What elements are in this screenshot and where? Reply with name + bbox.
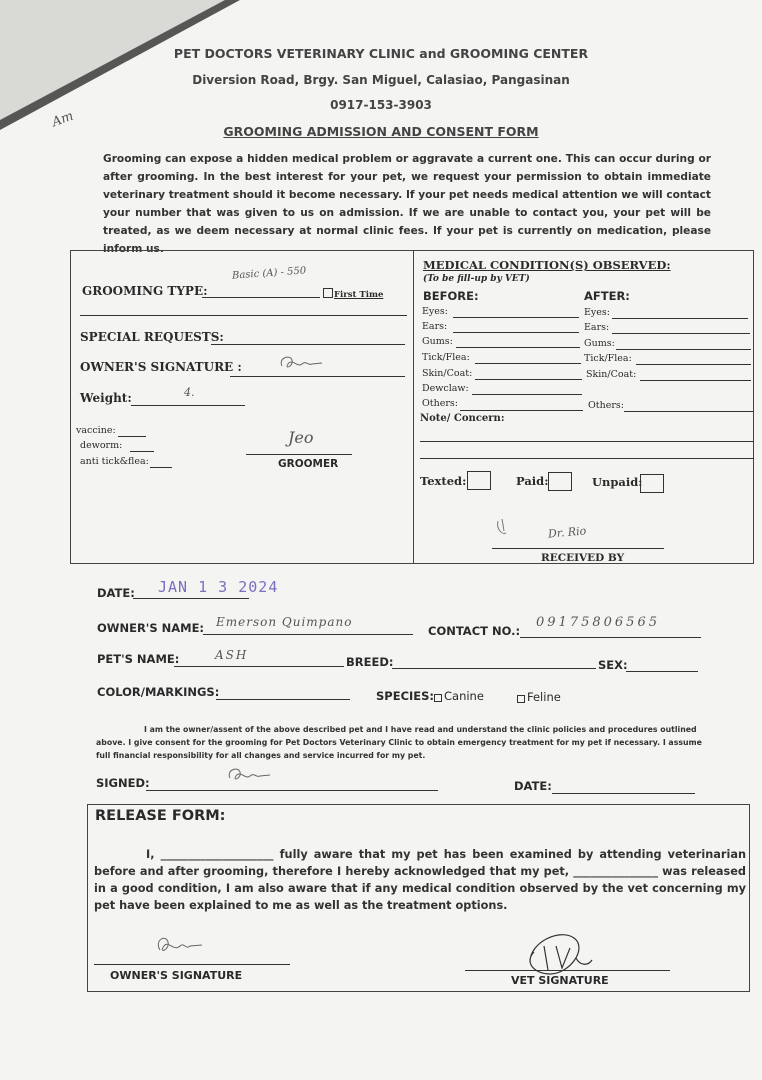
received-by-label: RECEIVED BY bbox=[541, 552, 625, 564]
unpaid-checkbox[interactable] bbox=[640, 474, 664, 493]
paid-checkbox[interactable] bbox=[548, 472, 572, 491]
pet-name-line[interactable] bbox=[174, 666, 344, 667]
after-skincoat-line[interactable] bbox=[640, 380, 751, 381]
received-by-mark bbox=[492, 515, 522, 545]
owner-name-label: OWNER'S NAME: bbox=[97, 621, 205, 635]
species-label: SPECIES: bbox=[376, 689, 435, 703]
date-line[interactable] bbox=[133, 598, 249, 599]
anti-tick-line[interactable] bbox=[150, 467, 172, 468]
after-eyes-label: Eyes: bbox=[584, 307, 610, 318]
special-requests-line[interactable] bbox=[211, 344, 405, 345]
release-paragraph: I, ____________________ fully aware that my pet has been examined by attending veterinarian before and after grooming, therefore I hereby acknowledged that my pet, _______________ was released in a good condition, I am also aware that if any medical condition observed by the vet concerning my pet have been explained to me as well as the treatment options. bbox=[94, 848, 746, 912]
feline-label: Feline bbox=[527, 690, 561, 704]
after-others-label: Others: bbox=[588, 400, 624, 411]
groomer-line[interactable] bbox=[246, 454, 352, 455]
unpaid-label: Unpaid: bbox=[592, 475, 643, 489]
pet-name-label: PET'S NAME: bbox=[97, 652, 180, 666]
owner-signature-line[interactable] bbox=[230, 376, 405, 377]
texted-checkbox[interactable] bbox=[467, 471, 491, 490]
contact-label: CONTACT NO.: bbox=[428, 624, 521, 638]
before-eyes-label: Eyes: bbox=[422, 306, 448, 317]
release-owner-signature-label: OWNER'S SIGNATURE bbox=[110, 969, 243, 982]
after-eyes-line[interactable] bbox=[612, 318, 748, 319]
release-owner-signature-line[interactable] bbox=[94, 964, 290, 965]
after-gums-label: Gums: bbox=[584, 338, 615, 349]
before-gums-label: Gums: bbox=[422, 336, 453, 347]
owner-signature-mark-2 bbox=[224, 764, 274, 786]
release-title: RELEASE FORM: bbox=[95, 808, 226, 824]
clinic-address: Diversion Road, Brgy. San Miguel, Calasiao, Pangasinan bbox=[192, 73, 570, 87]
note-line-2[interactable] bbox=[420, 458, 754, 459]
after-ears-line[interactable] bbox=[612, 333, 750, 334]
grooming-type-value[interactable]: Basic (A) - 550 bbox=[231, 265, 307, 282]
received-by-line[interactable] bbox=[492, 548, 664, 549]
note-concern-label: Note/ Concern: bbox=[420, 413, 505, 424]
before-label: BEFORE: bbox=[423, 289, 479, 303]
note-line-1[interactable] bbox=[420, 441, 754, 442]
paid-label: Paid: bbox=[516, 474, 549, 488]
owner-name-value: Emerson Quimpano bbox=[216, 615, 353, 629]
vet-signature-line[interactable] bbox=[465, 970, 670, 971]
before-dewclaw-label: Dewclaw: bbox=[422, 383, 469, 394]
corner-note: Am bbox=[50, 108, 76, 131]
after-label: AFTER: bbox=[584, 289, 630, 303]
before-gums-line[interactable] bbox=[456, 347, 580, 348]
breed-line[interactable] bbox=[392, 668, 596, 669]
medical-subtitle: (To be fill-up by VET) bbox=[423, 274, 530, 284]
canine-label: Canine bbox=[444, 689, 484, 703]
color-markings-label: COLOR/MARKINGS: bbox=[97, 685, 220, 699]
before-ears-line[interactable] bbox=[453, 332, 579, 333]
sex-line[interactable] bbox=[626, 671, 698, 672]
box-divider bbox=[413, 251, 414, 563]
consent-paragraph: I am the owner/assent of the above described pet and I have read and understand the clinic policies and procedures outlined above. I give consent for the grooming for Pet Doctors Veterinary Clinic to obtain emergency treatment for my pet if necessary. I assume full financial responsibility for all changes and service incurred for my pet. bbox=[96, 725, 702, 760]
color-markings-line[interactable] bbox=[216, 699, 350, 700]
after-skincoat-label: Skin/Coat: bbox=[586, 369, 637, 380]
form-title: GROOMING ADMISSION AND CONSENT FORM bbox=[223, 124, 539, 139]
clinic-phone: 0917-153-3903 bbox=[330, 98, 432, 112]
vaccine-line[interactable] bbox=[118, 436, 146, 437]
received-by-value: Dr. Rio bbox=[547, 524, 587, 541]
vet-signature-label: VET SIGNATURE bbox=[511, 974, 609, 987]
after-others-line[interactable] bbox=[624, 411, 753, 412]
before-others-line[interactable] bbox=[460, 410, 583, 411]
groomer-label: GROOMER bbox=[278, 458, 339, 470]
pet-name-value: ASH bbox=[215, 648, 249, 662]
first-time-label: First Time bbox=[334, 290, 384, 300]
date2-line[interactable] bbox=[552, 793, 695, 794]
after-gums-line[interactable] bbox=[616, 349, 751, 350]
before-ears-label: Ears: bbox=[422, 321, 448, 332]
before-tickflea-line[interactable] bbox=[475, 363, 581, 364]
after-tickflea-line[interactable] bbox=[636, 364, 751, 365]
before-skincoat-line[interactable] bbox=[475, 379, 582, 380]
deworm-line[interactable] bbox=[130, 451, 154, 452]
owner-signature-mark-1 bbox=[276, 352, 326, 374]
deworm-label: deworm: bbox=[80, 440, 123, 451]
signed-line[interactable] bbox=[146, 790, 438, 791]
first-time-checkbox[interactable] bbox=[323, 288, 333, 298]
after-ears-label: Ears: bbox=[584, 322, 610, 333]
contact-value: 09175806565 bbox=[536, 615, 660, 630]
breed-label: BREED: bbox=[346, 655, 394, 669]
before-others-label: Others: bbox=[422, 398, 458, 409]
after-tickflea-label: Tick/Flea: bbox=[584, 353, 632, 364]
release-owner-signature-mark bbox=[150, 932, 206, 960]
before-skincoat-label: Skin/Coat: bbox=[422, 368, 473, 379]
medical-title: MEDICAL CONDITION(S) OBSERVED: bbox=[423, 258, 671, 272]
canine-checkbox[interactable] bbox=[434, 694, 442, 702]
feline-checkbox[interactable] bbox=[517, 695, 525, 703]
contact-line[interactable] bbox=[520, 637, 701, 638]
date-stamp: JAN 1 3 2024 bbox=[158, 578, 279, 596]
owner-signature-label: OWNER'S SIGNATURE : bbox=[80, 360, 242, 374]
texted-label: Texted: bbox=[420, 474, 467, 488]
grooming-type-label: GROOMING TYPE: bbox=[82, 284, 208, 298]
owner-name-line[interactable] bbox=[203, 634, 413, 635]
date-label: DATE: bbox=[97, 586, 135, 600]
date2-label: DATE: bbox=[514, 779, 552, 793]
clinic-name: PET DOCTORS VETERINARY CLINIC and GROOMING CENTER bbox=[173, 46, 589, 61]
before-eyes-line[interactable] bbox=[453, 317, 579, 318]
groomer-value: Jeo bbox=[288, 428, 314, 447]
sex-label: SEX: bbox=[598, 658, 628, 672]
intro-paragraph: Grooming can expose a hidden medical problem or aggravate a current one. This can occur during or after grooming. In the best interest for your pet, we request your permission to obtain immediate veterinary treatment should it become necessary. If your pet needs medical attention we will contact your number that was given to us on admission. If we are unable to contact you, your pet will be treated, as we deem necessary at normal clinic fees. If your pet is currently on medication, please inform us. bbox=[103, 153, 711, 255]
before-dewclaw-line[interactable] bbox=[472, 394, 582, 395]
vaccine-label: vaccine: bbox=[76, 425, 116, 436]
grooming-extra-line bbox=[80, 315, 407, 316]
weight-line[interactable] bbox=[131, 405, 245, 406]
signed-label: SIGNED: bbox=[96, 776, 150, 790]
anti-tick-label: anti tick&flea: bbox=[80, 456, 149, 467]
weight-value: 4. bbox=[184, 386, 195, 399]
special-requests-label: SPECIAL REQUESTS: bbox=[80, 330, 224, 344]
weight-label: Weight: bbox=[80, 391, 132, 405]
grooming-type-line bbox=[202, 297, 320, 298]
before-tickflea-label: Tick/Flea: bbox=[422, 352, 470, 363]
